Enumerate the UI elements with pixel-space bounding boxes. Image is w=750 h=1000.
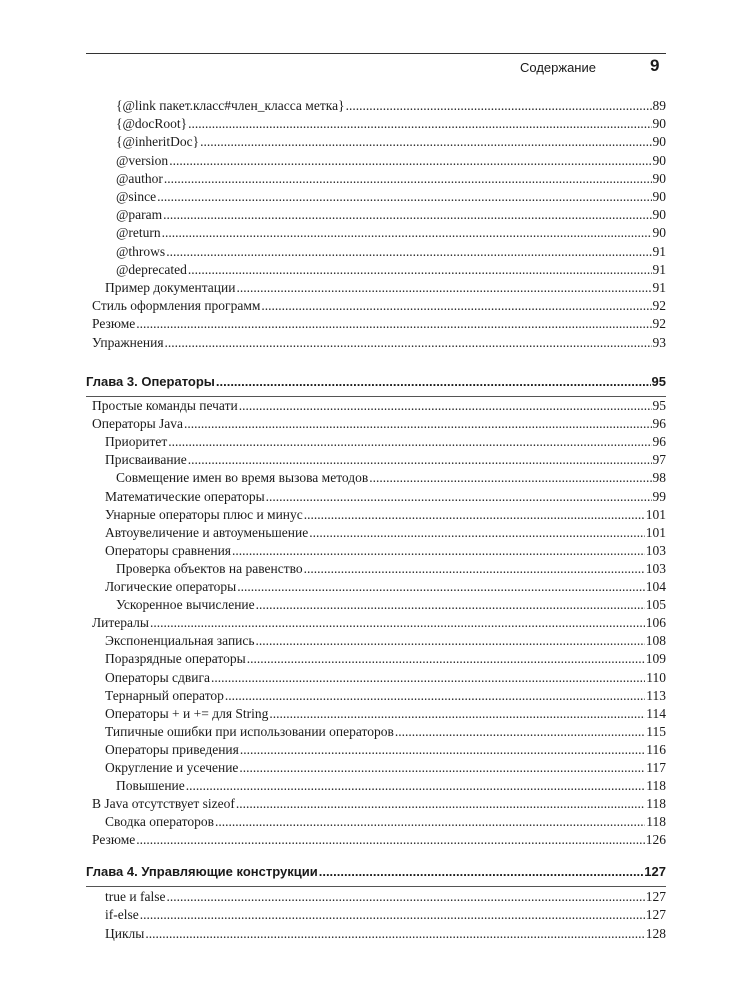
toc-entry-title: @param (116, 207, 163, 223)
dot-leader (211, 669, 645, 686)
dot-leader (369, 469, 651, 486)
toc-entry-page: 97 (652, 452, 666, 468)
dot-leader (168, 433, 651, 450)
toc-entry-page: 90 (652, 189, 666, 204)
toc-entry[interactable] (116, 261, 666, 278)
dot-leader (239, 759, 645, 776)
toc-entry[interactable] (116, 97, 666, 114)
toc-entry[interactable] (105, 906, 666, 923)
toc-entry-page: 96 (652, 416, 666, 432)
toc-entry-page: 91 (652, 243, 666, 259)
dot-leader (261, 297, 651, 314)
dot-leader (309, 524, 645, 541)
toc-entry-page: 118 (646, 778, 666, 794)
toc-entry-title: Тернарный оператор (105, 687, 224, 703)
toc-entry-page: 103 (645, 542, 666, 558)
dot-leader (225, 687, 645, 704)
chapter-page: 127 (644, 864, 666, 879)
toc-entry-title: Типичные ошибки при использовании операторов (105, 723, 394, 739)
dot-leader (162, 224, 652, 241)
toc-entry-page: 116 (646, 741, 666, 757)
header-rule (86, 53, 666, 54)
toc-entry-page: 118 (646, 814, 666, 830)
toc-entry[interactable] (105, 578, 666, 595)
dot-leader (200, 133, 651, 150)
toc-entry[interactable] (105, 506, 666, 523)
toc-entry[interactable] (116, 777, 666, 794)
dot-leader (184, 415, 651, 432)
toc-entry-title: Резюме (92, 316, 136, 332)
toc-entry[interactable] (105, 279, 666, 296)
toc-entry[interactable] (116, 206, 666, 223)
toc-entry-page: 105 (645, 597, 666, 613)
toc-entry-title: Логические операторы (105, 579, 237, 594)
toc-entry-title: @deprecated (116, 261, 187, 277)
dot-leader (304, 506, 645, 523)
running-header-title: Содержание (520, 60, 596, 75)
toc-entry-page: 99 (652, 488, 666, 504)
toc-entry[interactable] (105, 925, 666, 942)
dot-leader (239, 397, 652, 414)
toc-chapter-3[interactable] (86, 374, 666, 389)
toc-entry-page: 90 (652, 152, 666, 168)
dot-leader (169, 152, 651, 169)
dot-leader (395, 723, 645, 740)
chapter-title: Глава 3. Операторы (86, 374, 215, 389)
toc-entry-page: 95 (652, 398, 666, 413)
toc-entry-page: 90 (652, 207, 666, 223)
toc-entry[interactable] (105, 632, 666, 649)
toc-entry-title: Операторы сдвига (105, 669, 211, 685)
dot-leader (236, 795, 645, 812)
toc-entry-title: Операторы Java (92, 416, 184, 432)
dot-leader (256, 632, 645, 649)
toc-entry[interactable] (116, 115, 666, 132)
dot-leader (166, 888, 644, 905)
toc-entry-page: 118 (646, 796, 666, 812)
toc-entry-page: 103 (645, 560, 666, 576)
dot-leader (188, 115, 651, 132)
toc-entry-page: 127 (645, 889, 666, 904)
toc-entry-title: Стиль оформления программ (92, 298, 261, 314)
dot-leader (304, 560, 645, 577)
toc-entry[interactable] (105, 705, 666, 722)
toc-entry-page: 106 (645, 615, 666, 631)
dot-leader (256, 596, 645, 613)
toc-entry-title: Ускоренное вычисление (116, 597, 255, 613)
toc-entry-page: 90 (652, 225, 666, 241)
dot-leader (165, 334, 652, 351)
toc-entry[interactable] (116, 596, 666, 613)
toc-entry[interactable] (92, 397, 666, 414)
toc-entry-title: Приоритет (105, 434, 168, 450)
toc-entry-title: Пример документации (105, 280, 236, 295)
toc-entry-title: Присваивание (105, 452, 187, 468)
toc-entry-title: true и false (105, 889, 166, 904)
dot-leader (145, 925, 644, 942)
toc-entry[interactable] (105, 687, 666, 704)
toc-entry-page: 93 (652, 334, 666, 350)
toc-entry[interactable] (92, 831, 666, 848)
toc-entry-page: 89 (652, 98, 666, 113)
dot-leader (215, 813, 645, 830)
dot-leader (188, 451, 652, 468)
dot-leader (236, 279, 651, 296)
toc-entry[interactable] (116, 560, 666, 577)
toc-entry-page: 101 (645, 524, 666, 540)
toc-entry[interactable] (105, 888, 666, 905)
toc-entry[interactable] (105, 433, 666, 450)
toc-entry-page: 108 (645, 633, 666, 649)
toc-entry-title: Литералы (92, 615, 149, 631)
toc-entry-title: Упражнения (92, 334, 164, 350)
toc-entry[interactable] (92, 315, 666, 332)
toc-entry-title: if-else (105, 907, 139, 923)
toc-entry-title: Экспоненциальная запись (105, 633, 255, 649)
chapter-page: 95 (651, 374, 666, 389)
toc-entry-title: Операторы сравнения (105, 542, 232, 558)
toc-entry-title: В Java отсутствует sizeof (92, 796, 235, 812)
toc-entry-page: 92 (652, 316, 666, 332)
toc-entry[interactable] (105, 759, 666, 776)
toc-entry-page: 109 (645, 651, 666, 667)
toc-entry-title: {@docRoot} (116, 116, 188, 132)
toc-entry-title: Математические операторы (105, 488, 265, 504)
toc-entry-title: Простые команды печати (92, 398, 238, 413)
toc-entry-page: 113 (646, 687, 666, 703)
toc-entry-page: 101 (645, 506, 666, 522)
dot-leader (140, 906, 645, 923)
toc-entry-title: Циклы (105, 925, 145, 941)
toc-entry[interactable] (105, 451, 666, 468)
toc-entry[interactable] (105, 723, 666, 740)
toc-entry-title: Операторы + и += для String (105, 705, 269, 721)
toc-entry-page: 117 (646, 760, 666, 775)
toc-entry[interactable] (92, 334, 666, 351)
dot-leader (163, 206, 651, 223)
dot-leader (136, 831, 644, 848)
toc-entry[interactable] (105, 488, 666, 505)
toc-entry-title: @since (116, 189, 157, 204)
toc-entry[interactable] (116, 152, 666, 169)
toc-entry-title: {@inheritDoc} (116, 134, 200, 150)
toc-entry-page: 92 (652, 298, 666, 314)
toc-entry[interactable] (116, 170, 666, 187)
toc-entry[interactable] (105, 813, 666, 830)
toc-entry-page: 127 (645, 907, 666, 923)
toc-entry-title: Сводка операторов (105, 814, 214, 830)
dot-leader (237, 578, 645, 595)
toc-entry-title: Унарные операторы плюс и минус (105, 506, 303, 522)
toc-entry-page: 128 (645, 925, 666, 941)
toc-entry-page: 126 (645, 832, 666, 848)
toc-entry-page: 114 (646, 705, 666, 721)
toc-entry[interactable] (92, 415, 666, 432)
dot-leader (346, 97, 652, 114)
dot-leader (232, 542, 645, 559)
dot-leader (240, 741, 645, 758)
toc-entry-page: 115 (646, 723, 666, 739)
dot-leader (186, 777, 645, 794)
toc-entry[interactable] (116, 188, 666, 205)
toc-entry-title: @return (116, 225, 161, 241)
toc-entry[interactable] (116, 133, 666, 150)
toc-entry-page: 90 (652, 116, 666, 132)
dot-leader (150, 614, 645, 631)
chapter-title: Глава 4. Управляющие конструкции (86, 864, 318, 879)
toc-entry-title: Резюме (92, 832, 136, 848)
toc-entry[interactable] (92, 297, 666, 314)
toc-entry[interactable] (92, 795, 666, 812)
toc-entry-title: Повышение (116, 778, 185, 794)
toc-entry[interactable] (116, 224, 666, 241)
toc-chapter-4[interactable] (86, 864, 666, 879)
toc-entry-page: 90 (652, 170, 666, 186)
dot-leader (157, 188, 651, 205)
dot-leader (166, 243, 651, 260)
toc-entry[interactable] (116, 243, 666, 260)
dot-leader (269, 705, 645, 722)
toc-entry-title: Поразрядные операторы (105, 651, 246, 667)
toc-entry-title: Операторы приведения (105, 741, 239, 757)
dot-leader (188, 261, 652, 278)
toc-entry-page: 91 (652, 261, 666, 277)
toc-entry-page: 98 (652, 470, 666, 486)
page-number: 9 (650, 56, 660, 75)
toc-entry-page: 90 (652, 134, 666, 150)
toc-entry[interactable] (105, 669, 666, 686)
toc-entry-title: @throws (116, 243, 166, 259)
dot-leader (136, 315, 651, 332)
toc-entry-title: @version (116, 152, 169, 168)
toc-entry[interactable] (92, 614, 666, 631)
toc-entry[interactable] (105, 524, 666, 541)
toc-entry-title: @author (116, 170, 163, 186)
chapter-rule (86, 886, 666, 887)
toc-entry-title: Совмещение имен во время вызова методов (116, 470, 369, 486)
toc-entry-title: Проверка объектов на равенство (116, 560, 303, 576)
toc-entry-page: 91 (652, 280, 666, 295)
toc-entry-page: 104 (645, 579, 666, 594)
toc-entry[interactable] (105, 650, 666, 667)
toc-entry-title: Округление и усечение (105, 760, 239, 775)
dot-leader (266, 488, 652, 505)
toc-entry-page: 96 (652, 434, 666, 450)
toc-entry[interactable] (105, 741, 666, 758)
dot-leader (164, 170, 652, 187)
toc-entry-title: Автоувеличение и автоуменьшение (105, 524, 309, 540)
dot-leader (216, 374, 651, 389)
toc-entry-page: 110 (646, 669, 666, 685)
dot-leader (319, 864, 644, 879)
toc-entry[interactable] (105, 542, 666, 559)
dot-leader (247, 650, 645, 667)
toc-entry[interactable] (116, 469, 666, 486)
toc-entry-title: {@link пакет.класс#член_класса метка} (116, 98, 345, 113)
